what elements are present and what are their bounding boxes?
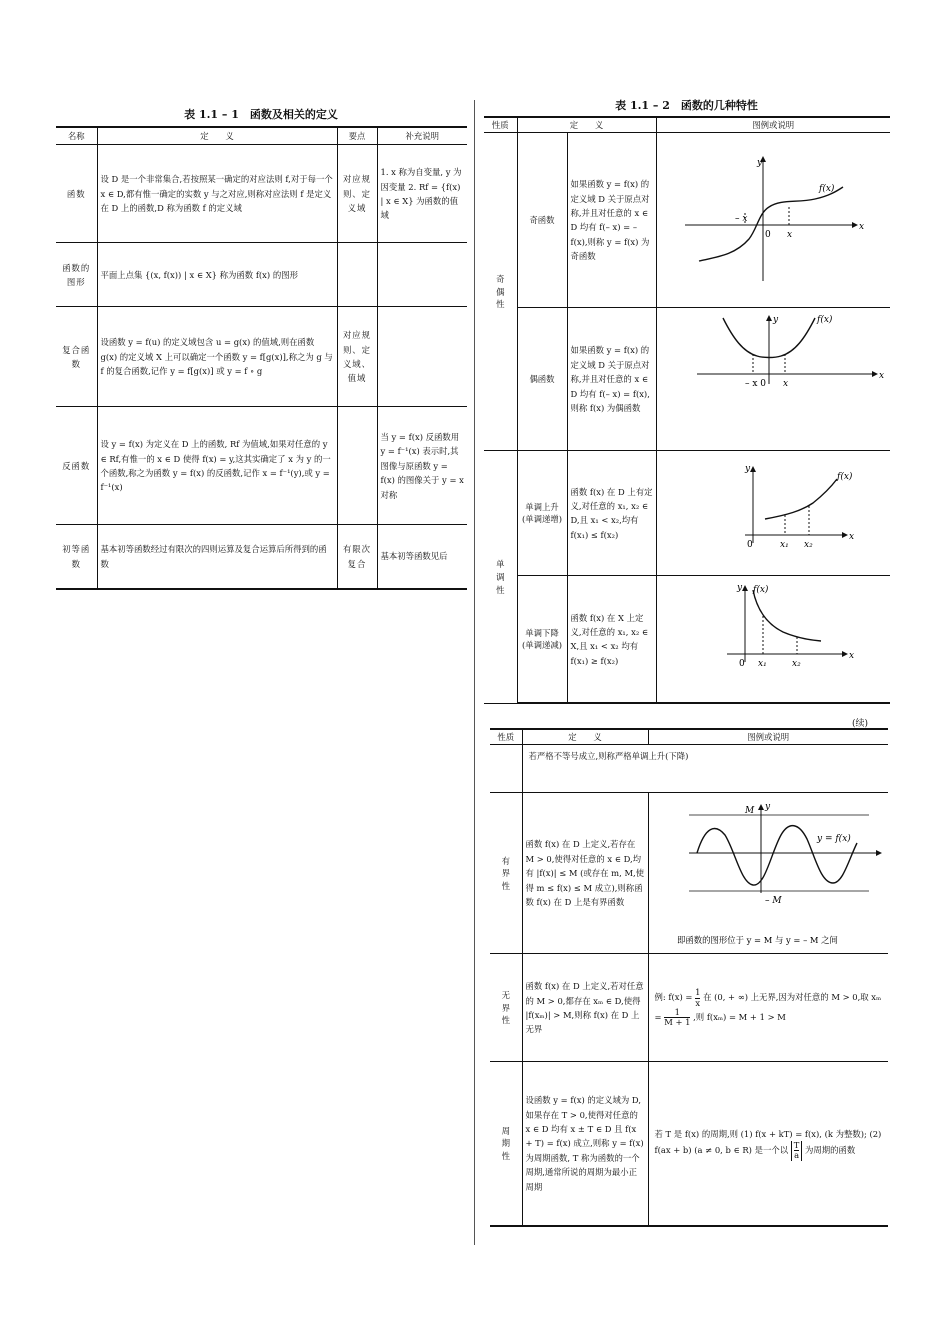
empty-cell <box>490 745 522 793</box>
row-def: 平面上点集 {(x, f(x)) | x ∈ X} 称为函数 f(x) 的图形 <box>97 243 337 307</box>
row-def: 函数 f(x) 在 D 上定义,若存在 M > 0,使得对任意的 x ∈ D,均有 |f(x)| ≤ M (或存在 m, M,使得 m ≤ f(x) ≤ M 成立),则称函数 f(x) 在 D 上是有界函数 <box>522 793 648 954</box>
figure-cell <box>648 793 888 954</box>
row-note <box>377 243 467 307</box>
label-neg-M: – M <box>764 896 782 907</box>
table1-header-row <box>56 127 467 145</box>
row-note: 基本初等函数见后 <box>377 525 467 589</box>
label-origin: 0 <box>746 540 753 551</box>
property-label: 单调性 <box>496 559 505 595</box>
bounded-function-graph <box>649 793 889 953</box>
fraction <box>664 1008 690 1027</box>
row-def: 如果函数 y = f(x) 的定义域 D 关于原点对称,并且对任意的 x ∈ D 均有 f(– x) = – f(x),则称 y = f(x) 为奇函数 <box>567 133 656 308</box>
table-row <box>56 243 467 307</box>
row-def: 函数 f(x) 在 D 上定义,若对任意的 M > 0,都存在 xₘ ∈ D,使得 |f(xₘ)| > M,则称 f(x) 在 D 上无界 <box>522 954 648 1062</box>
increasing-function-graph <box>657 451 891 575</box>
property-label: 周期性 <box>501 1125 510 1161</box>
label-yfx: y = f(x) <box>816 834 851 845</box>
table1-caption: 表 1.1 – 1 函数及相关的定义 <box>184 108 338 121</box>
table-row <box>490 1062 888 1226</box>
table-row <box>484 133 890 308</box>
sub-property: 单调下降(单调递减) <box>517 576 567 704</box>
table2-properties <box>484 116 890 704</box>
continued-mark: (续) <box>852 719 869 729</box>
note-part: 若 T 是 f(x) 的周期,则 (1) f(x + kT) = f(x), (k 为整数); (2) f(ax + b) (a ≠ 0, b ∈ R) 是一个以 <box>654 1128 882 1156</box>
label-fx: f(x) <box>836 472 852 483</box>
label-x: x <box>848 651 854 662</box>
label-x-point: x <box>786 230 792 241</box>
figure-cell <box>656 133 890 308</box>
denominator: a <box>794 1150 800 1161</box>
row-name: 复合函数 <box>56 307 97 407</box>
row-name: 函数 <box>56 145 97 243</box>
strict-note: 若严格不等号成立,则称严格单调上升(下降) <box>522 745 888 793</box>
property-label: 有界性 <box>501 855 510 891</box>
table-row <box>56 407 467 525</box>
table1-header-name: 名称 <box>56 127 97 145</box>
property-label: 奇偶性 <box>496 274 505 310</box>
odd-function-graph <box>657 133 891 307</box>
label-y: y <box>772 315 778 326</box>
increasing-curve <box>765 479 837 519</box>
sub-property: 单调上升(单调递增) <box>517 451 567 576</box>
table3-header-property: 性质 <box>490 729 522 745</box>
label-y: y <box>764 802 770 813</box>
table-row <box>484 576 890 704</box>
table-row <box>490 745 888 793</box>
property-cell <box>490 954 522 1062</box>
table2-header-def: 定 义 <box>517 117 656 133</box>
table-row <box>56 145 467 243</box>
label-fx: f(x) <box>818 184 834 195</box>
row-def: 设函数 y = f(x) 的定义域为 D,如果存在 T > 0,使得对任意的 x ∈ D 均有 x ± T ∈ D 且 f(x + T) = f(x) 成立,则称 y = f(x) 为周期函数, T 称为函数的一个周期,通常所说的周期为最小正周期 <box>522 1062 648 1226</box>
row-def: 如果函数 y = f(x) 的定义域 D 关于原点对称,并且对任意的 x ∈ D 均有 f(– x) = f(x),则称 f(x) 为偶函数 <box>567 308 656 451</box>
odd-curve <box>699 187 843 261</box>
row-def: 函数 f(x) 在 D 上有定义,对任意的 x₁, x₂ ∈ D,且 x₁ < x₂,均有 f(x₁) ≤ f(x₂) <box>567 451 656 576</box>
note-part: 在 (0, + ∞) 上无界,因为对任意的 M > 0,取 xₘ = <box>654 992 882 1023</box>
table3-header-row <box>490 729 888 745</box>
label-neg-x0: – x 0 <box>744 379 766 390</box>
table2-header-property: 性质 <box>484 117 517 133</box>
label-origin: 0 <box>764 230 771 241</box>
note-part: 为周期的函数 <box>805 1145 856 1156</box>
row-key: 有限次复合 <box>337 525 377 589</box>
numerator: T <box>793 1140 800 1151</box>
label-neg-x: – x <box>734 214 747 225</box>
table1-header-note: 补充说明 <box>377 127 467 145</box>
unbounded-note <box>648 954 888 1062</box>
numerator: 1 <box>664 1008 690 1018</box>
property-cell <box>484 451 517 704</box>
denominator: M + 1 <box>664 1017 691 1028</box>
figure-cell <box>656 576 890 704</box>
column-divider <box>474 100 475 1245</box>
row-key <box>337 407 377 525</box>
row-key: 对应规则、定义域 <box>337 145 377 243</box>
figure-cell <box>656 451 890 576</box>
row-def: 设函数 y = f(u) 的定义域包含 u = g(x) 的值域,则在函数 g(x) 的定义域 X 上可以确定一个函数 y = f[g(x)],称之为 g 与 f 的复合函数,记作 y = f[g(x)] 或 y = f ∘ g <box>97 307 337 407</box>
row-name: 函数的图形 <box>56 243 97 307</box>
property-label: 无界性 <box>501 990 510 1026</box>
property-cell <box>484 133 517 451</box>
label-y: y <box>736 583 742 594</box>
label-x1: x₁ <box>757 659 767 670</box>
row-key: 对应规则、定义域、值域 <box>337 307 377 407</box>
fraction <box>794 1141 800 1160</box>
label-M: M <box>744 806 754 817</box>
table-row <box>490 793 888 954</box>
table-row <box>56 307 467 407</box>
table-row <box>490 954 888 1062</box>
label-origin: 0 <box>738 659 745 670</box>
row-def: 函数 f(x) 在 X 上定义,对任意的 x₁, x₂ ∈ X,且 x₁ < x₂ 均有 f(x₁) ≥ f(x₂) <box>567 576 656 704</box>
table2-header-figure: 图例或说明 <box>656 117 890 133</box>
label-x: x <box>858 222 864 233</box>
label-x: x <box>848 532 854 543</box>
row-note: 1. x 称为自变量, y 为因变量 2. Rf = {f(x) | x ∈ X} 为函数的值域 <box>377 145 467 243</box>
table2-header-row <box>484 117 890 133</box>
label-x: x <box>878 371 884 382</box>
fraction <box>695 988 700 1007</box>
note-part: ,则 f(xₘ) = M + 1 > M <box>693 1012 786 1023</box>
table3-header-def: 定 义 <box>522 729 648 745</box>
table-row <box>484 308 890 451</box>
property-cell <box>490 1062 522 1226</box>
label-x2: x₂ <box>791 659 801 670</box>
figure-cell <box>656 308 890 451</box>
row-note <box>377 307 467 407</box>
note-part: 例: f(x) = <box>654 992 693 1003</box>
abs-bars <box>791 1141 803 1160</box>
property-cell <box>490 793 522 954</box>
even-function-graph <box>657 308 891 450</box>
label-y: y <box>744 464 750 475</box>
table1-header-def: 定 义 <box>97 127 337 145</box>
table-row <box>56 525 467 589</box>
table1-header-key: 要点 <box>337 127 377 145</box>
row-name: 反函数 <box>56 407 97 525</box>
sub-property: 奇函数 <box>517 133 567 308</box>
periodic-note <box>648 1062 888 1226</box>
label-y: y <box>756 158 762 169</box>
row-def: 基本初等函数经过有限次的四则运算及复合运算后所得到的函数 <box>97 525 337 589</box>
numerator: 1 <box>695 987 701 998</box>
row-def: 设 y = f(x) 为定义在 D 上的函数, Rf 为值域,如果对任意的 y ∈ Rf,有惟一的 x ∈ D 使得 f(x) = y,这其实确定了 x 为 y 的一个函数,称之为函数 y = f(x) 的反函数,记作 x = f⁻¹(y),或 y = f⁻¹(x) <box>97 407 337 525</box>
decreasing-function-graph <box>657 576 891 702</box>
row-note: 当 y = f(x) 反函数用 y = f⁻¹(x) 表示时,其图像与原函数 y = f(x) 的图像关于 y = x 对称 <box>377 407 467 525</box>
table-row <box>484 451 890 576</box>
row-key <box>337 243 377 307</box>
row-name: 初等函数 <box>56 525 97 589</box>
table2-caption: 表 1.1 – 2 函数的几种特性 <box>615 99 758 112</box>
label-x2: x₂ <box>803 540 813 551</box>
row-def: 设 D 是一个非常集合,若按照某一确定的对应法则 f,对于每一个 x ∈ D,都有惟一确定的实数 y 与之对应,则称对应法则 f 是定义在 D 上的函数,D 称为函数 f 的定义域 <box>97 145 337 243</box>
label-fx: f(x) <box>816 315 832 326</box>
label-x1: x₁ <box>779 540 789 551</box>
table3-properties <box>490 728 888 1227</box>
denominator: x <box>695 997 701 1008</box>
label-x-point: x <box>782 379 788 390</box>
table1-definitions <box>56 126 467 590</box>
label-fx: f(x) <box>752 585 768 596</box>
sub-property: 偶函数 <box>517 308 567 451</box>
bounded-note: 即函数的图形位于 y = M 与 y = – M 之间 <box>676 935 838 946</box>
table3-header-figure: 图例或说明 <box>648 729 888 745</box>
